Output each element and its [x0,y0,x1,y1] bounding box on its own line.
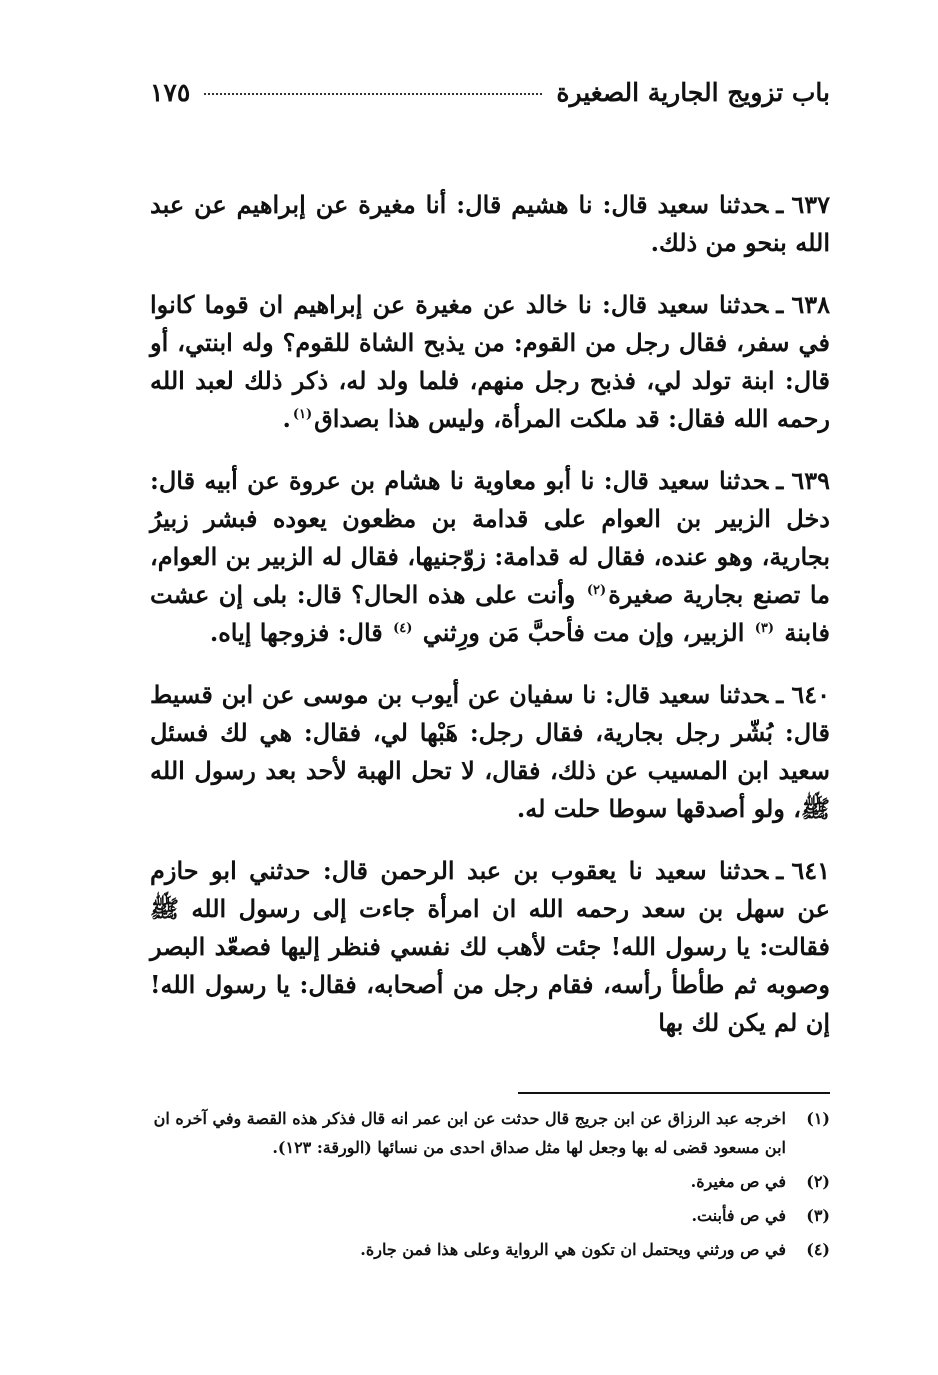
hadith-number: ٦٣٨ [791,290,830,319]
hadith-640 [150,676,830,828]
footnote-text: اخرجه عبد الرزاق عن ابن جريج قال حدثت عن ابن عمر انه قال فذكر هذه القصة وفي آخره ان ابن مسعود قضى له بها وجعل لها مثل صداق احدى من نسائها (الورقة: ١٢٣). [153,1109,786,1157]
page-number: ١٧٥ [150,78,191,107]
footnote-label: (٣) [806,1206,830,1225]
running-header [150,78,830,138]
hadith-text: حدثنا سعيد قال: نا سفيان عن أيوب بن موسى عن ابن قسيط قال: بُشّر رجل بجارية، فقال رجل: هَبْها لي، فقال: هي لك فسئل سعيد ابن المسيب عن ذلك، فقال، لا تحل الهبة لأحد بعد رسول الله ﷺ، ولو أصدقها سوطا حلت له. [150,680,830,823]
footnotes [150,1104,830,1269]
hadith-text: حدثنا سعيد نا يعقوب بن عبد الرحمن قال: حدثني ابو حازم عن سهل بن سعد رحمه الله ان امرأة جاءت إلى رسول الله ﷺ فقالت: يا رسول الله! جئت لأهب لك نفسي فنظر إليها فصعّد البصر وصوبه ثم طأطأ رأسه، فقام رجل من أصحابه، فقال: يا رسول الله! إن لم يكن لك بها [150,856,830,1037]
footnote-2 [150,1167,830,1196]
footnote-3 [150,1201,830,1230]
footnote-ref-3[interactable]: (٣) [754,621,775,636]
footnote-text: في ص فأبنت. [691,1206,786,1225]
footnote-1 [150,1104,830,1162]
hadith-638 [150,286,830,438]
hadith-637 [150,186,830,262]
footnote-separator [518,1092,830,1094]
hadith-641 [150,852,830,1042]
hadith-number: ٦٣٩ [791,466,830,495]
footnote-4 [150,1235,830,1264]
hadith-number: ٦٤١ [791,856,830,885]
footnote-ref-4[interactable]: (٤) [393,621,413,636]
hadith-text-part3: الزبير، وإن مت فأحبَّ مَن ورِثني [422,618,745,647]
hadith-text: حدثنا سعيد قال: نا هشيم قال: أنا مغيرة عن إبراهيم عن عبد الله بنحو من ذلك. [150,190,830,257]
chapter-title: باب تزويج الجارية الصغيرة [556,78,830,107]
number-dash: ـ [776,190,784,219]
main-text [150,186,830,1042]
hadith-number: ٦٤٠ [791,680,830,709]
hadith-text-part2: وأنت على هذه الحال؟ قال: بلى إن عشت فابنة [150,580,830,647]
number-dash: ـ [776,856,784,885]
footnote-text: في ص مغيرة. [690,1172,786,1191]
footnote-ref-1[interactable]: (١) [292,407,313,422]
footnote-label: (١) [806,1109,830,1128]
book-page [150,78,830,1066]
hadith-text-part1: حدثنا سعيد قال: نا أبو معاوية نا هشام بن عروة عن أبيه قال: دخل الزبير بن العوام على قدامة بن مظعون يعوده فبشر زبيرُ بجارية، وهو عنده، فقال له قدامة: زوّجنيها، فقال له الزبير بن العوام، ما تصنع بجارية صغيرة [150,466,831,609]
hadith-text-end: . [282,404,291,433]
footnote-label: (٢) [806,1172,830,1191]
header-leader-dots [204,93,542,95]
footnote-text: في ص ورثني ويحتمل ان تكون هي الرواية وعلى هذا فمن جارة. [360,1240,786,1259]
hadith-text: حدثنا سعيد قال: نا خالد عن مغيرة عن إبراهيم ان قوما كانوا في سفر، فقال رجل من القوم: من يذبح الشاة للقوم؟ وله ابنتي، أو قال: ابنة تولد لي، فذبح رجل منهم، فلما ولد له، ذكر ذلك لعبد الله رحمه الله فقال: قد ملكت المرأة، وليس هذا بصداق [150,290,830,433]
hadith-639 [150,462,830,652]
number-dash: ـ [776,290,784,319]
number-dash: ـ [776,466,784,495]
number-dash: ـ [776,680,784,709]
footnote-ref-2[interactable]: (٢) [586,583,607,598]
hadith-text-part4: قال: فزوجها إياه. [209,618,383,647]
footnote-label: (٤) [806,1240,830,1259]
hadith-number: ٦٣٧ [791,190,830,219]
